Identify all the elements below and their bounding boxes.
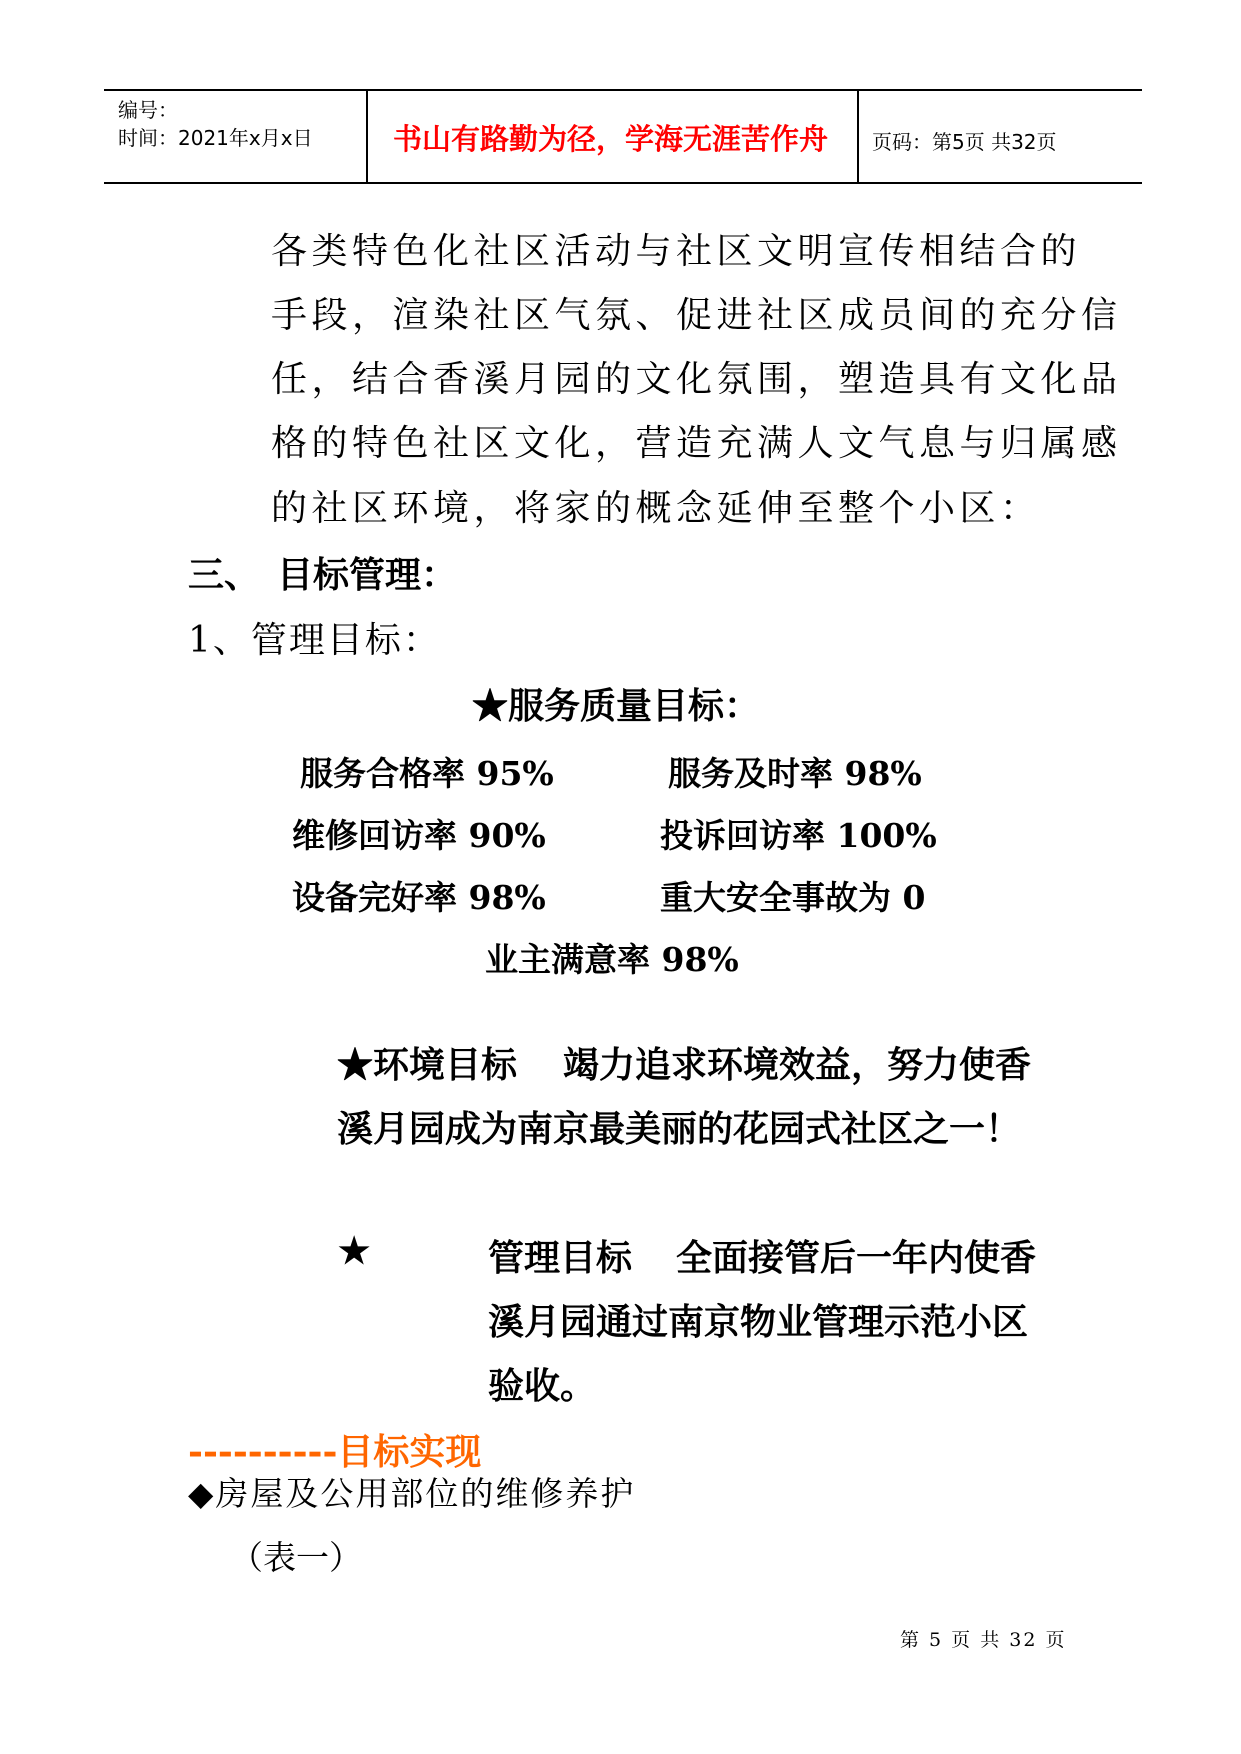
footer-page-info: 第 5 页 共 32 页 (900, 1629, 1067, 1651)
header-time-label: 时间：2021年x月x日 (118, 126, 313, 150)
management-goal-label: 管理目标 (488, 1237, 633, 1279)
target-realization-heading: ----------目标实现 (188, 1431, 482, 1473)
star-icon: ★ (338, 1230, 371, 1272)
service-quality-title: ★服务质量目标： (472, 685, 761, 727)
sub-heading: 1、管理目标： (188, 620, 441, 661)
owner-satisfaction-target: 业主满意率 98% (485, 940, 739, 979)
header-motto: 书山有路勤为径，学海无涯苦作舟 (393, 122, 829, 156)
management-goal-text: 溪月园通过南京物业管理示范小区 (488, 1301, 1029, 1343)
header-top-rule (104, 89, 1142, 91)
header-divider-right (857, 90, 859, 184)
header-page-code: 页码：第5页 共32页 (872, 130, 1057, 154)
environment-goal-text: 竭力追求环境效益，努力使香 (563, 1044, 1032, 1086)
header-bottom-rule (104, 182, 1142, 184)
target-item: 服务及时率 98% (668, 754, 922, 793)
target-item: 投诉回访率 100% (660, 816, 937, 855)
paragraph-line: 任，结合香溪月园的文化氛围，塑造具有文化品 (271, 359, 1122, 400)
header-divider-left (366, 90, 368, 184)
paragraph-line: 的社区环境，将家的概念延伸至整个小区： (271, 488, 1041, 529)
paragraph-line: 各类特色化社区活动与社区文明宣传相结合的 (271, 231, 1082, 272)
section-heading-number: 三、 (188, 554, 261, 596)
section-heading: 目标管理： (277, 554, 458, 596)
target-item: 维修回访率 90% (292, 816, 546, 855)
maintenance-item: ◆房屋及公用部位的维修养护 (188, 1474, 636, 1513)
header-number-label: 编号： (118, 98, 178, 122)
paragraph-line: 格的特色社区文化，营造充满人文气息与归属感 (271, 423, 1122, 464)
environment-goal-text: 溪月园成为南京最美丽的花园式社区之一！ (337, 1108, 1022, 1150)
management-goal-text: 全面接管后一年内使香 (676, 1237, 1037, 1279)
target-item: 设备完好率 98% (292, 878, 546, 917)
paragraph-line: 手段，渲染社区气氛、促进社区成员间的充分信 (271, 295, 1122, 336)
table-caption: （表一） (230, 1538, 362, 1577)
management-goal-text: 验收。 (488, 1365, 597, 1407)
target-item: 重大安全事故为 0 (660, 878, 926, 917)
environment-goal-label: ★环境目标 (337, 1044, 518, 1086)
target-item: 服务合格率 95% (300, 754, 554, 793)
